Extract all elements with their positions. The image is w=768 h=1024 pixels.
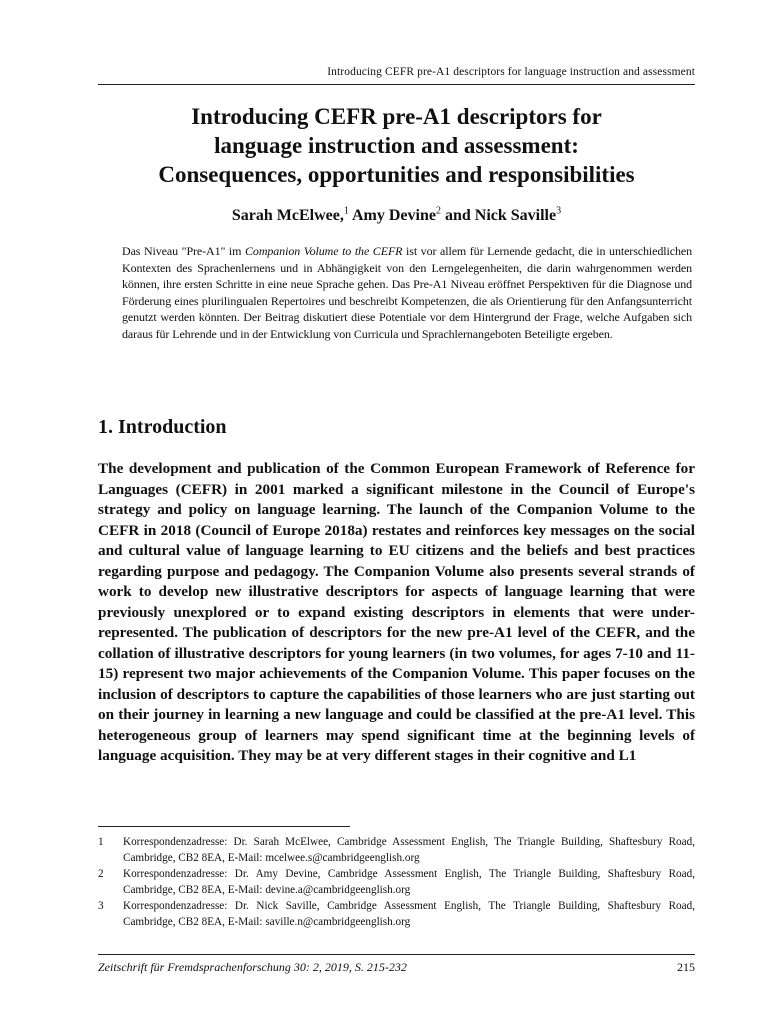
abstract-italic-title: Companion Volume to the CEFR [245, 244, 403, 258]
author-name: Sarah McElwee, [231, 207, 344, 224]
footnote-number: 2 [98, 868, 104, 880]
abstract-text: ist vor allem für Lernende gedacht, die in unterschiedlichen Kontexten des Sprachenlernens und in Abhängigkeit von den Lerngelegenheiten, die darin wahrgenommen werden können, ihre ersten Schritte in eine neue Sprache gehen. Das Pre-A1 Niveau eröffnet Perspektiven für die Diagnose und Förderung eines plurilingualen Repertoires und beschreibt Kompetenzen, die als Orientierung für den Anfangsunterricht genutzt werden könnten. Der Beitrag diskutiert diese Potentiale vor dem Hintergrund der Frage, welche Aufgaben sich daraus für Lehrende und in der Entwicklung von Curricula und Sprachlernangeboten Beteiligte ergeben. [122, 244, 692, 341]
footnote-marker[interactable]: 1 [343, 205, 349, 217]
footnote [98, 898, 695, 930]
body-paragraph: The development and publication of the Common European Framework of Reference for Languages (CEFR) in 2001 marked a significant milestone in the Council of Europe's strategy and policy on language learning. The launch of the Companion Volume to the CEFR in 2018 (Council of Europe 2018a) restates and reinforces key messages on the social and cultural value of language learning to EU citizens and the beliefs and best practices regarding purpose and pedagogy. The Companion Volume also presents several strands of work to develop new illustrative descriptors for aspects of language learning that were previously unexplored or to expand existing descriptors in elements that were under-represented. The publication of descriptors for the new pre-A1 level of the CEFR, and the collation of illustrative descriptors for young learners (in two volumes, for ages 7-10 and 11-15) represent two major achievements of the Companion Volume. This paper focuses on the inclusion of descriptors to capture the capabilities of those learners who are just starting out on their journey in learning a new language and could be classified at the pre-A1 level. This heterogeneous group of learners may spend significant time at the beginning levels of language acquisition. They may be at very different stages in their cognitive and L1 [98, 460, 695, 764]
title-line: Introducing CEFR pre-A1 descriptors for [191, 104, 602, 129]
footnote-marker[interactable]: 2 [435, 205, 441, 217]
author-connector: and [444, 207, 471, 224]
title-line: language instruction and assessment: [214, 133, 579, 158]
paper-title [98, 102, 695, 189]
footnote-text: Korrespondenzadresse: Dr. Nick Saville, Cambridge Assessment English, The Triangle Building, Shaftesbury Road, Cambridge, CB2 8EA, E-Mail: saville.n@cambridgeenglish.org [123, 900, 695, 928]
page-number: 215 [677, 960, 695, 974]
abstract-text: Das Niveau "Pre-A1" im [122, 244, 242, 258]
footnote [98, 834, 695, 866]
footnote [98, 866, 695, 898]
footnote-text: Korrespondenzadresse: Dr. Sarah McElwee, Cambridge Assessment English, The Triangle Building, Shaftesbury Road, Cambridge, CB2 8EA, E-Mail: mcelwee.s@cambridgeenglish.org [123, 836, 695, 864]
author-list [98, 207, 695, 225]
footnote-number: 3 [98, 900, 104, 912]
header-divider [98, 84, 695, 85]
footer-divider [98, 954, 695, 955]
footnote-text: Korrespondenzadresse: Dr. Amy Devine, Cambridge Assessment English, The Triangle Building, Shaftesbury Road, Cambridge, CB2 8EA, E-Mail: devine.a@cambridgeenglish.org [123, 868, 695, 896]
title-line: Consequences, opportunities and responsibilities [158, 162, 635, 187]
section-heading: 1. Introduction [98, 416, 227, 438]
author-name: Amy Devine [351, 207, 436, 224]
running-head: Introducing CEFR pre-A1 descriptors for language instruction and assessment [327, 66, 695, 78]
footnote-marker[interactable]: 3 [556, 205, 562, 217]
footnote-divider [98, 826, 350, 827]
journal-citation: Zeitschrift für Fremdsprachenforschung 30: 2, 2019, S. 215-232 [98, 960, 407, 974]
author-name: Nick Saville [474, 207, 557, 224]
abstract [122, 243, 692, 342]
footnotes [98, 834, 695, 930]
footnote-number: 1 [98, 836, 104, 848]
